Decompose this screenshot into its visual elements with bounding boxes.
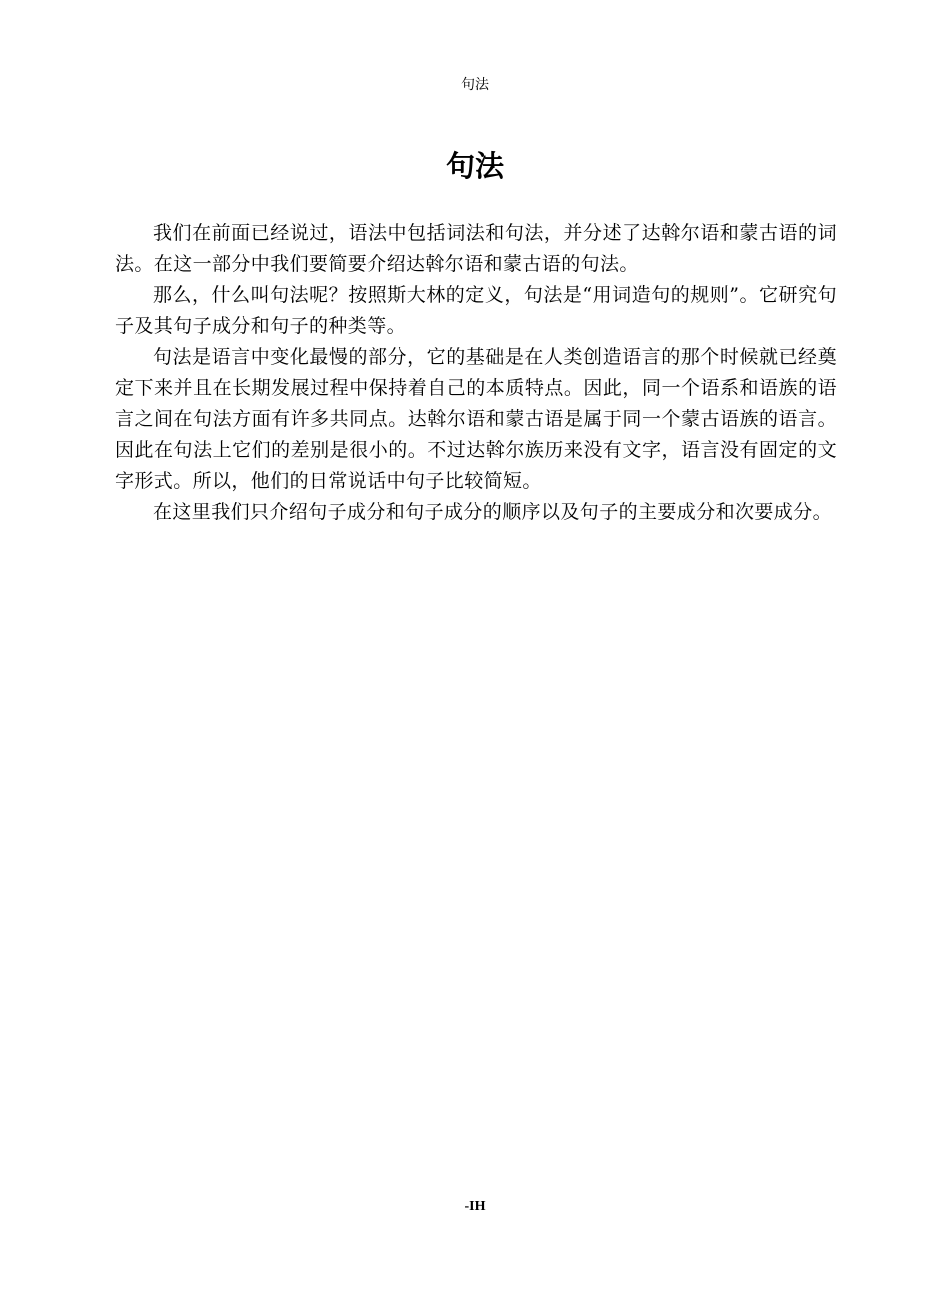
paragraph-3: 句法是语言中变化最慢的部分，它的基础是在人类创造语言的那个时候就已经奠定下来并且在长期发展过程中保持着自己的本质特点。因此，同一个语系和语族的语言之间在句法方面有许多共同点。达斡尔语和蒙古语是属于同一个蒙古语族的语言。因此在句法上它们的差别是很小的。不过达斡尔族历来没有文字，语言没有固定的文字形式。所以，他们的日常说话中句子比较简短。 [115, 346, 837, 492]
page-number: -IH [464, 1199, 486, 1214]
running-header: 句法 [461, 77, 489, 93]
paragraph-4: 在这里我们只介绍句子成分和句子成分的顺序以及句子的主要成分和次要成分。 [153, 501, 833, 523]
paragraph-2: 那么，什么叫句法呢？按照斯大林的定义，句法是“用词造句的规则”。它研究句子及其句子成分和句子的种类等。 [115, 284, 837, 337]
paragraph-1: 我们在前面已经说过，语法中包括词法和句法，并分述了达斡尔语和蒙古语的词法。在这一部分中我们要简要介绍达斡尔语和蒙古语的句法。 [115, 222, 837, 275]
body-text [115, 218, 837, 528]
page-title: 句法 [445, 149, 504, 183]
